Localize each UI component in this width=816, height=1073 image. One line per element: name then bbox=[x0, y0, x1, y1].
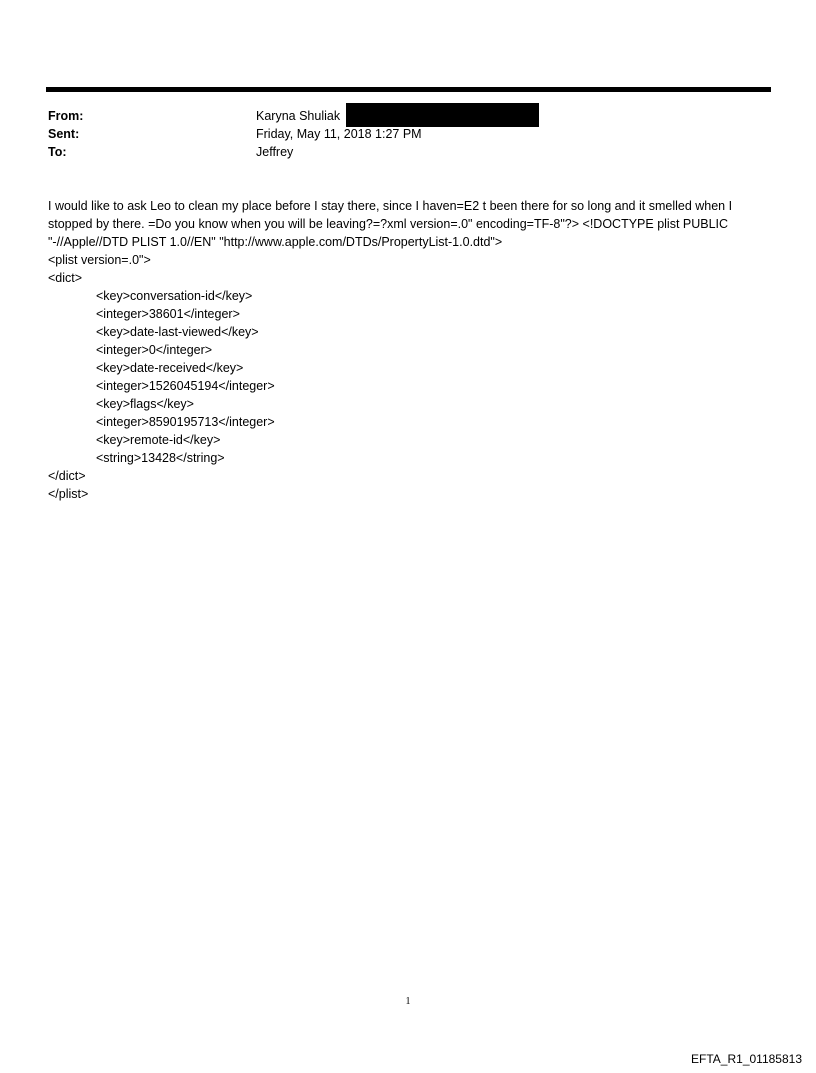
sent-value: Friday, May 11, 2018 1:27 PM bbox=[256, 127, 422, 141]
document-id: EFTA_R1_01185813 bbox=[691, 1052, 802, 1066]
plist-entry: <integer>0</integer> bbox=[96, 343, 213, 357]
plist-entry: <key>date-last-viewed</key> bbox=[96, 325, 259, 339]
plist-open: <plist version=.0"> bbox=[48, 253, 151, 267]
plist-entry: <key>date-received</key> bbox=[96, 361, 244, 375]
header-rule bbox=[46, 87, 771, 92]
dict-open: <dict> bbox=[48, 271, 83, 285]
plist-entry: <key>flags</key> bbox=[96, 397, 194, 411]
page-number: 1 bbox=[405, 996, 411, 1007]
dict-close: </dict> bbox=[48, 469, 86, 483]
from-value: Karyna Shuliak bbox=[256, 109, 341, 123]
from-label: From: bbox=[48, 109, 84, 123]
plist-entry: <integer>1526045194</integer> bbox=[96, 379, 275, 393]
body-paragraph: I would like to ask Leo to clean my place before I stay there, since I haven=E2 t been there for so long and it smelled when I stopped by there. =Do you know when you will be leaving?=?xml version=.0" encoding=TF-8"?> <!DOCTYPE plist PUBLIC "-//Apple//DTD PLIST 1.0//EN" "http://www.apple.com/DTDs/PropertyList-1.0.dtd"> bbox=[48, 199, 733, 249]
email-body bbox=[48, 197, 768, 503]
redaction-box bbox=[346, 103, 539, 127]
plist-entry: <integer>8590195713</integer> bbox=[96, 415, 275, 429]
plist-entry: <integer>38601</integer> bbox=[96, 307, 240, 321]
plist-entry: <string>13428</string> bbox=[96, 451, 225, 465]
plist-close: </plist> bbox=[48, 487, 89, 501]
plist-entry: <key>remote-id</key> bbox=[96, 433, 221, 447]
to-label: To: bbox=[48, 145, 67, 159]
to-value: Jeffrey bbox=[256, 145, 294, 159]
sent-label: Sent: bbox=[48, 127, 80, 141]
plist-entry: <key>conversation-id</key> bbox=[96, 289, 253, 303]
